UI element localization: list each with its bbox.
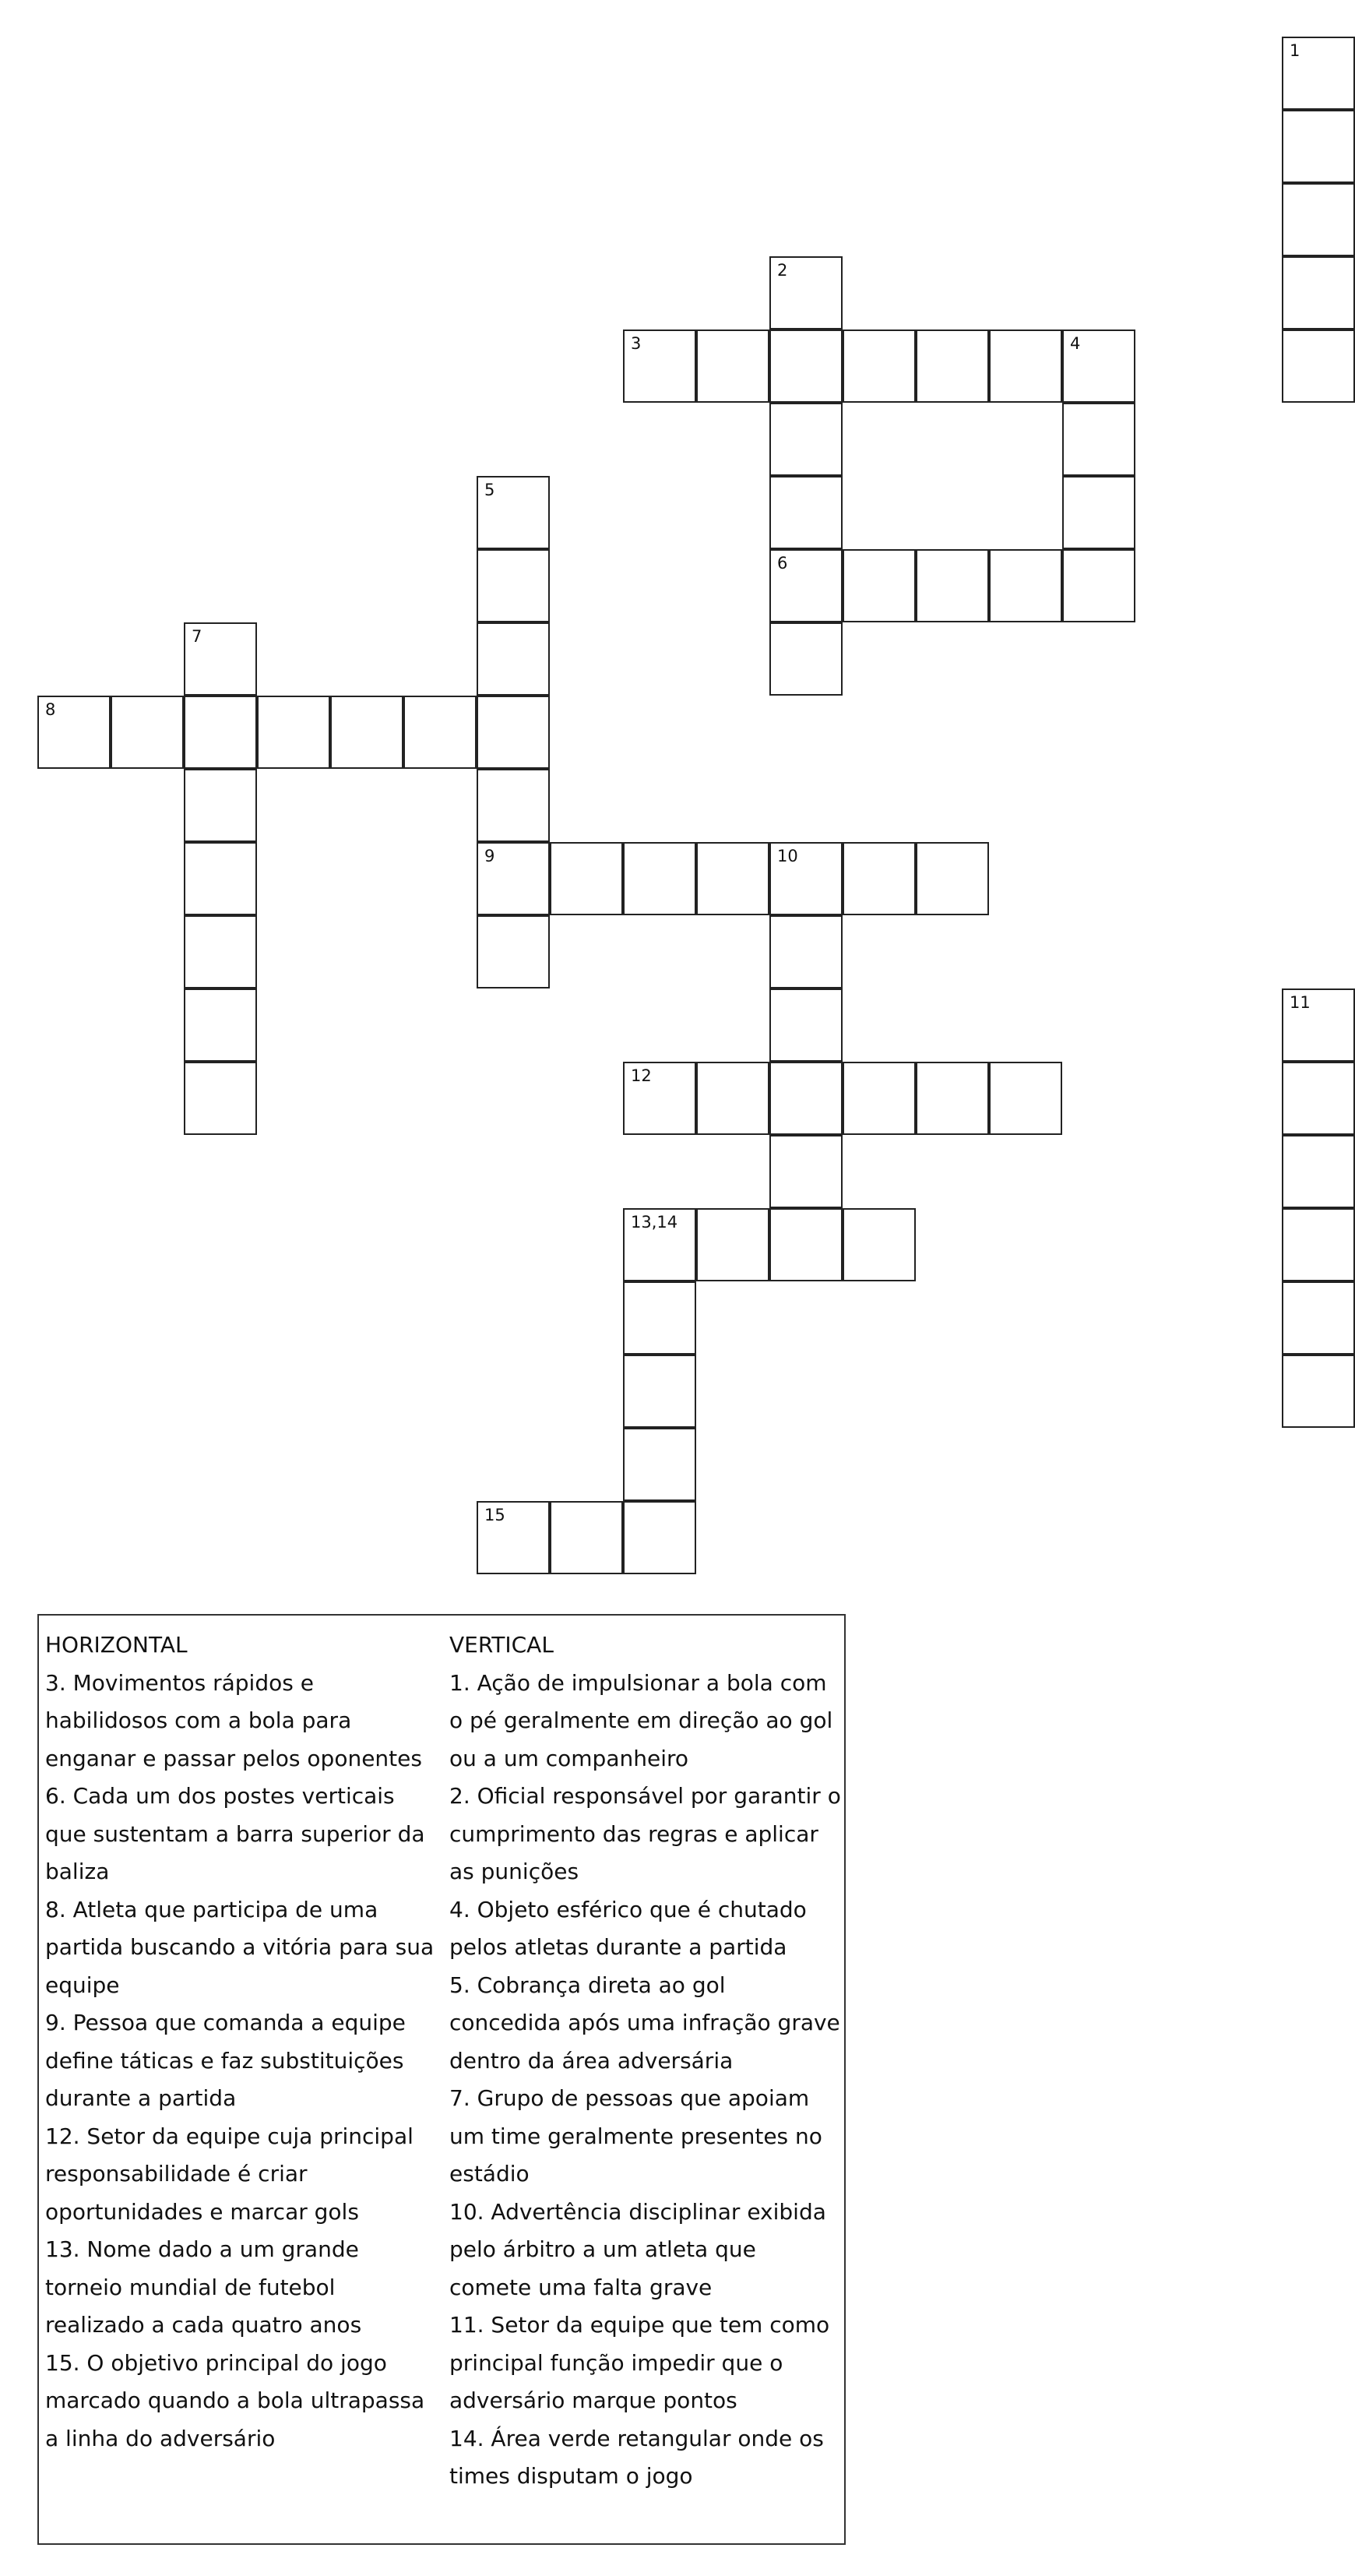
clue-horizontal-13: 13. Nome dado a um grande torneio mundial de futebol realizado a cada quatro anos bbox=[45, 2236, 362, 2338]
grid-cell[interactable] bbox=[111, 696, 184, 769]
grid-cell[interactable] bbox=[1282, 1135, 1355, 1208]
grid-cell[interactable] bbox=[477, 696, 550, 769]
grid-cell[interactable] bbox=[843, 1062, 916, 1135]
grid-cell[interactable] bbox=[916, 842, 989, 915]
clue-vertical-1: 1. Ação de impulsionar a bola com o pé geralmente em direção ao gol ou a um companheiro bbox=[449, 1669, 833, 1771]
grid-cell[interactable] bbox=[37, 696, 111, 769]
clue-horizontal-3: 3. Movimentos rápidos e habilidosos com a bola para enganar e passar pelos oponentes bbox=[45, 1669, 422, 1771]
grid-cell[interactable] bbox=[769, 915, 843, 988]
vertical-heading: VERTICAL bbox=[449, 1632, 554, 1658]
grid-cell[interactable] bbox=[257, 696, 330, 769]
grid-cell[interactable] bbox=[403, 696, 477, 769]
grid-cell[interactable] bbox=[477, 915, 550, 988]
grid-cell[interactable] bbox=[477, 1501, 550, 1574]
grid-cell[interactable] bbox=[916, 1062, 989, 1135]
grid-cell[interactable] bbox=[623, 329, 696, 403]
grid-cell[interactable] bbox=[477, 622, 550, 696]
clue-horizontal-15: 15. O objetivo principal do jogo marcado quando a bola ultrapassa a linha do adversário bbox=[45, 2349, 425, 2451]
clue-number: 7 bbox=[192, 627, 202, 646]
grid-cell[interactable] bbox=[623, 1428, 696, 1501]
clue-vertical-5: 5. Cobrança direta ao gol concedida após uma infração grave dentro da área adversária bbox=[449, 1972, 840, 2074]
clue-horizontal-8: 8. Atleta que participa de uma partida buscando a vitória para sua equipe bbox=[45, 1896, 435, 1998]
grid-cell[interactable] bbox=[1062, 403, 1135, 476]
grid-cell[interactable] bbox=[989, 329, 1062, 403]
clue-number: 10 bbox=[777, 847, 798, 865]
grid-cell[interactable] bbox=[184, 988, 257, 1062]
clue-number: 6 bbox=[777, 554, 788, 573]
clue-horizontal-9: 9. Pessoa que comanda a equipe define táticas e faz substituições durante a partida bbox=[45, 2010, 406, 2111]
clue-number: 2 bbox=[777, 261, 788, 280]
grid-cell[interactable] bbox=[696, 842, 769, 915]
grid-cell[interactable] bbox=[916, 549, 989, 622]
clue-vertical-4: 4. Objeto esférico que é chutado pelos atletas durante a partida bbox=[449, 1896, 807, 1960]
grid-cell[interactable] bbox=[623, 1062, 696, 1135]
grid-cell[interactable] bbox=[1062, 476, 1135, 549]
grid-cell[interactable] bbox=[184, 915, 257, 988]
grid-cell[interactable] bbox=[769, 403, 843, 476]
grid-cell[interactable] bbox=[1282, 1062, 1355, 1135]
grid-cell[interactable] bbox=[696, 1208, 769, 1281]
grid-cell[interactable] bbox=[477, 769, 550, 842]
grid-cell[interactable] bbox=[769, 1062, 843, 1135]
grid-cell[interactable] bbox=[330, 696, 403, 769]
clue-vertical-14: 14. Área verde retangular onde os times disputam o jogo bbox=[449, 2425, 824, 2489]
grid-cell[interactable] bbox=[1282, 988, 1355, 1062]
clue-number: 5 bbox=[484, 481, 495, 499]
grid-cell[interactable] bbox=[769, 1208, 843, 1281]
clue-horizontal-6: 6. Cada um dos postes verticais que sustentam a barra superior da baliza bbox=[45, 1783, 425, 1884]
grid-cell[interactable] bbox=[184, 769, 257, 842]
clue-number: 4 bbox=[1070, 334, 1081, 353]
grid-cell[interactable] bbox=[184, 696, 257, 769]
grid-cell[interactable] bbox=[1282, 37, 1355, 110]
grid-cell[interactable] bbox=[769, 256, 843, 329]
clue-number: 9 bbox=[484, 847, 495, 865]
grid-cell[interactable] bbox=[184, 622, 257, 696]
grid-cell[interactable] bbox=[477, 476, 550, 549]
grid-cell[interactable] bbox=[769, 842, 843, 915]
grid-cell[interactable] bbox=[1282, 110, 1355, 183]
grid-cell[interactable] bbox=[843, 1208, 916, 1281]
grid-cell[interactable] bbox=[1062, 549, 1135, 622]
grid-cell[interactable] bbox=[184, 1062, 257, 1135]
clue-horizontal-12: 12. Setor da equipe cuja principal responsabilidade é criar oportunidades e marcar gols bbox=[45, 2123, 414, 2225]
grid-cell[interactable] bbox=[623, 1355, 696, 1428]
grid-cell[interactable] bbox=[916, 329, 989, 403]
clue-box bbox=[37, 1614, 846, 2545]
clue-vertical-2: 2. Oficial responsável por garantir o cumprimento das regras e aplicar as punições bbox=[449, 1783, 841, 1884]
grid-cell[interactable] bbox=[184, 842, 257, 915]
grid-cell[interactable] bbox=[1282, 183, 1355, 256]
grid-cell[interactable] bbox=[1062, 329, 1135, 403]
grid-cell[interactable] bbox=[623, 1281, 696, 1355]
grid-cell[interactable] bbox=[769, 329, 843, 403]
clue-vertical-7: 7. Grupo de pessoas que apoiam um time geralmente presentes no estádio bbox=[449, 2085, 822, 2187]
grid-cell[interactable] bbox=[623, 1208, 696, 1281]
clue-number: 13,14 bbox=[631, 1213, 678, 1232]
grid-cell[interactable] bbox=[769, 549, 843, 622]
grid-cell[interactable] bbox=[989, 549, 1062, 622]
clue-number: 8 bbox=[45, 700, 56, 719]
grid-cell[interactable] bbox=[1282, 329, 1355, 403]
grid-cell[interactable] bbox=[1282, 1208, 1355, 1281]
clue-number: 11 bbox=[1290, 993, 1311, 1012]
vertical-clues bbox=[449, 1626, 843, 2496]
grid-cell[interactable] bbox=[477, 842, 550, 915]
grid-cell[interactable] bbox=[769, 622, 843, 696]
grid-cell[interactable] bbox=[769, 476, 843, 549]
horizontal-clues bbox=[45, 1626, 435, 2458]
clue-number: 15 bbox=[484, 1506, 505, 1524]
clue-vertical-10: 10. Advertência disciplinar exibida pelo árbitro a um atleta que comete uma falta grave bbox=[449, 2198, 826, 2300]
clue-number: 1 bbox=[1290, 41, 1300, 60]
grid-cell[interactable] bbox=[696, 329, 769, 403]
grid-cell[interactable] bbox=[989, 1062, 1062, 1135]
clue-number: 3 bbox=[631, 334, 642, 353]
grid-cell[interactable] bbox=[769, 988, 843, 1062]
clue-number: 12 bbox=[631, 1066, 652, 1085]
grid-cell[interactable] bbox=[843, 842, 916, 915]
grid-cell[interactable] bbox=[623, 1501, 696, 1574]
grid-cell[interactable] bbox=[623, 842, 696, 915]
grid-cell[interactable] bbox=[1282, 1355, 1355, 1428]
grid-cell[interactable] bbox=[843, 329, 916, 403]
grid-cell[interactable] bbox=[550, 1501, 623, 1574]
grid-cell[interactable] bbox=[696, 1062, 769, 1135]
grid-cell[interactable] bbox=[1282, 256, 1355, 329]
grid-cell[interactable] bbox=[769, 1135, 843, 1208]
horizontal-heading: HORIZONTAL bbox=[45, 1632, 188, 1658]
grid-cell[interactable] bbox=[550, 842, 623, 915]
grid-cell[interactable] bbox=[1282, 1281, 1355, 1355]
grid-cell[interactable] bbox=[477, 549, 550, 622]
clue-vertical-11: 11. Setor da equipe que tem como principal função impedir que o adversário marque pontos bbox=[449, 2312, 830, 2413]
grid-cell[interactable] bbox=[843, 549, 916, 622]
